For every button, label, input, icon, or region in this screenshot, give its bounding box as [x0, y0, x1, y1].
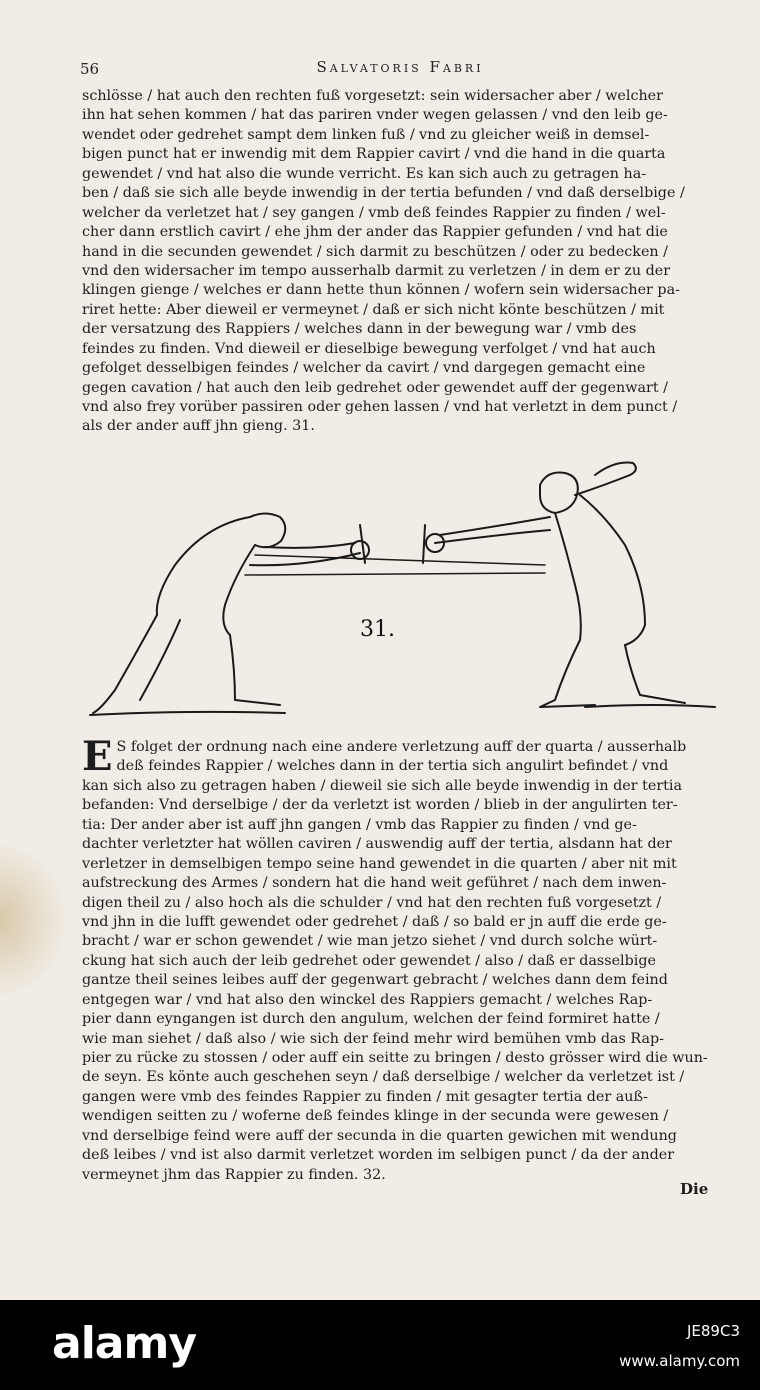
figure-number: 31. [360, 617, 395, 642]
page-header [80, 58, 720, 82]
text-line: deß feindes Rappier / welches dann in der tertia sich angulirt befindet / vnd [116, 758, 669, 775]
text-line: gantze theil seines leibes auff der gegenwart gebracht / welches dann dem feind [82, 972, 668, 989]
right-fencer-front-leg [540, 640, 595, 707]
text-line: vnd derselbige feind were auff der secunda in die quarten gewichen mit wendung [82, 1127, 677, 1144]
text-line: pier dann eyngangen ist durch den angulum, welchen der feind formiret hatte / [82, 1011, 660, 1028]
text-line: aufstreckung des Armes / sondern hat die hand weit geführet / nach dem inwen- [82, 875, 667, 892]
text-line: wendigen seitten zu / woferne deß feindes klinge in der secunda were gewesen / [82, 1108, 669, 1125]
running-title: Salvatoris Fabri [316, 58, 484, 76]
text-line: vermeynet jhm das Rappier zu finden. 32. [82, 1166, 386, 1183]
text-line: deß leibes / vnd ist also darmit verletzet worden im selbigen punct / da der ander [82, 1147, 675, 1164]
page-number: 56 [80, 60, 100, 78]
text-line: der versatzung des Rappiers / welches dann in der bewegung war / vmb des [82, 321, 637, 338]
left-fencer-head [250, 514, 285, 548]
paragraph-1 [82, 87, 718, 437]
left-fencer-torso [223, 545, 255, 635]
paragraph-2 [82, 733, 718, 1185]
text-line: ckung hat sich auch der leib gedrehet oder gewendet / also / daß er dasselbige [82, 952, 656, 969]
text-line: riret hette: Aber dieweil er vermeynet / daß er sich nicht könte beschützen / mit [82, 301, 665, 318]
text-line: vnd also frey vorüber passiren oder gehen lassen / vnd hat verletzt in dem punct / [82, 399, 678, 415]
text-line: gefolget desselbigen feindes / welcher da cavirt / vnd dargegen gemacht eine [82, 360, 646, 377]
right-fencer-raised-arm [575, 463, 636, 496]
left-fencer-rear-leg [93, 615, 157, 713]
text-line: verletzer in demselbigen tempo seine hand gewendet in die quarten / aber nit mit [82, 855, 677, 872]
ground-line-left [90, 712, 285, 715]
drop-cap: E [82, 733, 113, 780]
left-fencer-back [157, 517, 250, 615]
rapier-left [245, 573, 545, 575]
text-line: ben / daß sie sich alle beyde inwendig in der tertia befunden / vnd daß derselbige / [82, 185, 685, 202]
text-line: pier zu rücke zu stossen / oder auff ein seitte zu bringen / desto grösser wird die wun- [82, 1050, 708, 1066]
right-fencer-arm-2 [435, 530, 550, 543]
alamy-logo: alamy [52, 1318, 196, 1369]
text-line: cher dann erstlich cavirt / ehe jhm der ander das Rappier gefunden / vnd hat die [82, 224, 668, 241]
text-line: digen theil zu / also hoch als die schulder / vnd hat den rechten fuß vorgesetzt / [82, 894, 662, 911]
text-line: ihn hat sehen kommen / hat das pariren vnder wegen gelassen / vnd den leib ge- [82, 107, 668, 124]
stock-image-id: JE89C3 [686, 1322, 740, 1340]
text-line: gewendet / vnd hat also die wunde verricht. Es kan sich auch zu getragen ha- [82, 165, 647, 182]
text-line: bracht / war er schon gewendet / wie man jetzo siehet / vnd durch solche würt- [82, 933, 658, 950]
text-line: dachter verletzter hat wöllen caviren / auswendig auff der tertia, alsdann hat der [82, 836, 672, 853]
text-line: entgegen war / vnd hat also den winckel des Rappiers gemacht / welches Rap- [82, 991, 653, 1008]
text-line: S folget der ordnung nach eine andere verletzung auff der quarta / ausserhalb [116, 739, 687, 755]
rapier-guard-right [423, 525, 425, 563]
text-line: vnd jhn in die lufft gewendet oder gedrehet / daß / so bald er jn auff die erde ge- [82, 913, 667, 930]
paper-stain [0, 840, 70, 1000]
text-line: vnd den widersacher im tempo ausserhalb darmit zu verletzen / in dem er zu der [82, 262, 671, 279]
text-line: gangen were vmb des feindes Rappier zu finden / mit gesagter tertia der auß- [82, 1088, 648, 1105]
text-line: de seyn. Es könte auch geschehen seyn / daß derselbige / welcher da verletzet ist / [82, 1069, 685, 1086]
right-fencer-rear-leg [625, 645, 685, 703]
text-line: welcher da verletzet hat / sey gangen / vmb deß feindes Rappier zu finden / wel- [82, 204, 666, 221]
text-line: tia: Der ander aber ist auff jhn gangen / vmb das Rappier zu finden / vnd ge- [82, 816, 637, 833]
text-line: wie man siehet / daß also / wie sich der feind mehr wird bemühen vmb das Rap- [82, 1030, 664, 1047]
hand-left [351, 541, 369, 559]
left-fencer-front-leg [230, 635, 280, 705]
text-line: gegen cavation / hat auch den leib gedrehet oder gewendet auff der gegenwart / [82, 379, 668, 396]
text-line: schlösse / hat auch den rechten fuß vorgesetzt: sein widersacher aber / welcher [82, 88, 663, 104]
stock-url: www.alamy.com [619, 1352, 740, 1370]
text-line: als der ander auff jhn gieng. 31. [82, 418, 315, 435]
left-fencer-rear-leg-inner [140, 620, 180, 700]
text-line: wendet oder gedrehet sampt dem linken fuß / vnd zu gleicher weiß in demsel- [82, 126, 650, 143]
fencing-illustration [85, 455, 720, 725]
text-line: hand in die secunden gewendet / sich darmit zu beschützen / oder zu bedecken / [82, 243, 668, 260]
text-line: klingen gienge / welches er dann hette thun können / wofern sein widersacher pa- [82, 282, 680, 299]
text-line: kan sich also zu getragen haben / dieweil sie sich alle beyde inwendig in der tertia [82, 777, 683, 794]
text-line: feindes zu finden. Vnd dieweil er dieselbige bewegung verfolget / vnd hat auch [82, 340, 656, 357]
text-line: befanden: Vnd derselbige / der da verletzt ist worden / blieb in der angulirten ter- [82, 797, 678, 814]
right-fencer-head [540, 473, 578, 514]
right-fencer-torso [555, 513, 581, 640]
right-fencer-back [580, 495, 645, 645]
text-line: bigen punct hat er inwendig mit dem Rappier cavirt / vnd die hand in die quarta [82, 146, 666, 163]
ground-line-right [585, 705, 715, 707]
catchword: Die [680, 1180, 709, 1198]
